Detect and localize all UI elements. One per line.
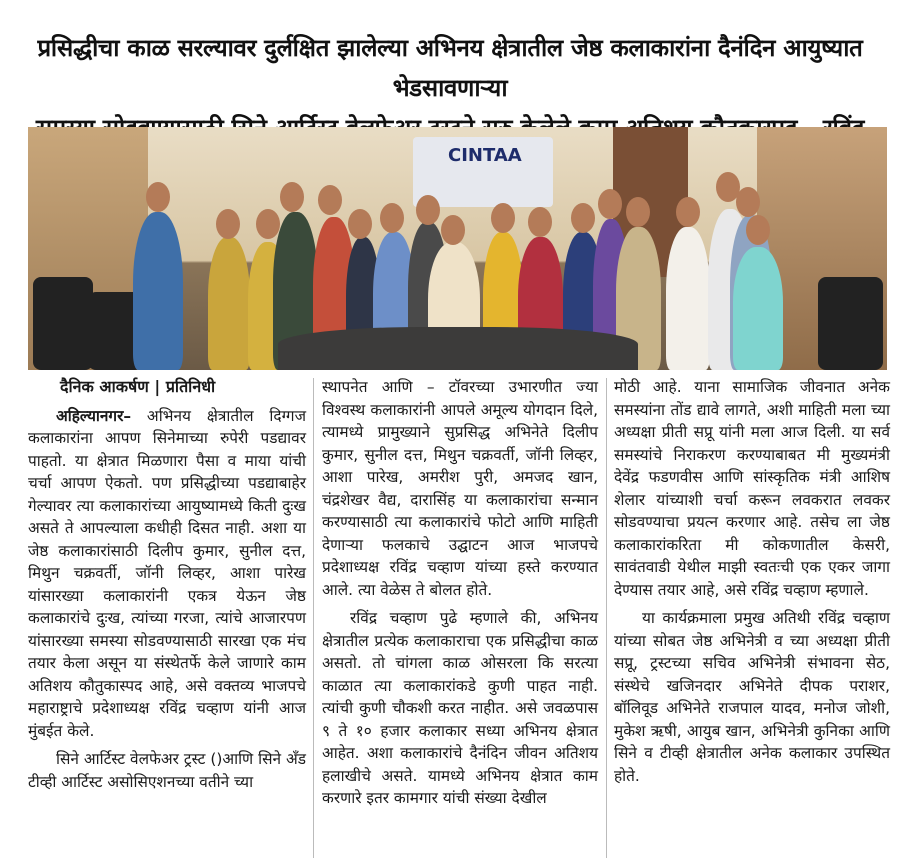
photo-person-head [416, 195, 440, 225]
photo-person-head [280, 182, 304, 212]
photo-person-head [318, 185, 342, 215]
photo-chair [818, 277, 883, 370]
paragraph: सिने आर्टिस्ट वेलफेअर ट्रस्ट ()आणि सिने अँड टीव्ही आर्टिस्ट असोसिएशनच्या वतीने च्या [28, 750, 306, 791]
photo-person-head [256, 209, 280, 239]
paragraph: मोठी आहे. याना सामाजिक जीवनात अनेक समस्यांना तोंड द्यावे लागते, अशी माहिती मला च्या अध्यक्षा प्रीती सप्रू यांनी मला आज दिली. या सर्व समस्यांचे निराकरण करण्याबाबत मी मुख्यमंत्री देवेंद्र फडणवीस आणि सांस्कृतिक मंत्री आशिष शेलार यांच्याशी चर्चा करून लवकरात लवकर सोडवण्याचा प्रयत्न करणार आहे. तसेच ला जेष्ठ कलाकारांकरिता मी कोकणातील केसरी, सावंतवाडी येथील माझी स्वतःची एक एकर जागा देण्यास तयार आहे, असे रविंद्र चव्हाण म्हणाले. [614, 378, 890, 599]
photo-chair [33, 277, 93, 370]
group-photo [28, 127, 887, 370]
photo-person-head [626, 197, 650, 227]
headline-line-1: प्रसिद्धीचा काळ सरल्यावर दुर्लक्षित झालेल्या अभिनय क्षेत्रातील जेष्ठ कलाकारांना दैनंदिन आयुष्यात भेडसावणाऱ्या [37, 34, 863, 102]
article-column-1 [28, 376, 306, 793]
photo-person-head [348, 209, 372, 239]
paragraph: या कार्यक्रमाला प्रमुख अतिथी रविंद्र चव्हाण यांच्या सोबत जेष्ठ अभिनेत्री व च्या अध्यक्षा प्रीती सप्रू, ट्रस्टच्या सचिव अभिनेत्री संभावना सेठ, संस्थेचे खजिनदार अभिनेते दीपक पराशर, बॉलिवूड अभिनेते राजपाल यादव, मनोज जोशी, मुकेश ऋषी, आयुब खान, अभिनेत्री कुनिका आणि सिने व टीव्ही क्षेत्रातील अनेक कलाकार उपस्थित होते. [614, 609, 890, 785]
photo-person-head [380, 203, 404, 233]
photo-person [133, 212, 183, 370]
photo-person-head [216, 209, 240, 239]
photo-person [208, 237, 250, 370]
byline: दैनिक आकर्षण | प्रतिनिधी [60, 377, 216, 396]
paragraph-text: अभिनय क्षेत्रातील दिग्गज कलाकारांना आपण सिनेमाच्या रुपेरी पडद्यावर पाहतो. या क्षेत्रात मिळणारा पैसा व माया यांची चर्चा आपण ऐकतो. पण प्रसिद्धीच्या पडद्याबाहेर गेल्यावर त्या कलाकारांच्या आयुष्यामध्ये किती दुःख असते ते आपल्याला कधीही दिसत नाही. अशा या जेष्ठ कलाकारांसाठी दिलीप कुमार, सुनील दत्त, मिथुन चक्रवर्ती, जॉनी लिव्हर, आशा पारेख यांसारख्या कलाकारांनी एकत्र येऊन जेष्ठ कलाकारांचे दुःख, त्यांच्या गरजा, त्यांचे आजारपण यांसारख्या समस्या सोडवण्यासाठी सारखा एक मंच तयार केला असून या संस्थेतर्फे केले जाणारे काम अतिशय कौतुकास्पद आहे, असे वक्तव्य भाजपचे महाराष्ट्राचे प्रदेशाध्यक्ष रविंद्र चव्हाण यांनी आज मुंबईत केले. [28, 406, 306, 740]
photo-person-head [571, 203, 595, 233]
photo-person-head [441, 215, 465, 245]
photo-person-head [736, 187, 760, 217]
photo-person [733, 247, 783, 370]
column-rule [606, 378, 607, 858]
dateline-place: अहिल्यानगर– [56, 406, 132, 425]
photo-conference-table [278, 327, 638, 370]
photo-person-head [598, 189, 622, 219]
photo-person [666, 227, 710, 370]
photo-person-head [676, 197, 700, 227]
paragraph: स्थापनेत आणि – टॉवरच्या उभारणीत ज्या विश्वस्थ कलाकारांनी आपले अमूल्य योगदान दिले, त्यामध्ये प्रामुख्याने सुप्रसिद्ध अभिनेते दिलीप कुमार, सुनील दत्त, मिथुन चक्रवर्ती, जॉनी लिव्हर, आशा पारेख, अमरीश पुरी, अमजद खान, चंद्रशेखर वैद्य, दारासिंह या कलाकारांचा सन्मान करण्यासाठी त्या कलाकारांचे फोटो आणि माहिती देणाऱ्या फलकाचे उद्घाटन आज भाजपचे प्रदेशाध्यक्ष रविंद्र चव्हाण यांच्या हस्ते करण्यात आले. त्या वेळेस ते बोलत होते. [322, 378, 598, 599]
photo-person-head [528, 207, 552, 237]
article-column-3 [614, 376, 890, 787]
column-rule [313, 378, 314, 858]
paragraph [28, 405, 306, 743]
photo-person-head [746, 215, 770, 245]
paragraph: रविंद्र चव्हाण पुढे म्हणाले की, अभिनय क्षेत्रातील प्रत्येक कलाकाराचा एक प्रसिद्धीचा काळ असतो. तो चांगला काळ ओसरला कि सरत्या काळात त्या कलाकारांकडे कुणी पाहत नाही. त्यांची कुणी चौकशी करत नाहीत. असे जवळपास ९ ते १० हजार कलाकार सध्या अभिनय क्षेत्रात आहेत. अशा कलाकारांचे दैनंदिन जीवन अतिशय हलाखीचे असते. यामध्ये अभिनय क्षेत्रात काम करणारे इतर कामगार यांची संख्या देखील [322, 609, 598, 807]
photo-person-head [491, 203, 515, 233]
article-column-2 [322, 376, 598, 810]
photo-logo-text: CINTAA [448, 145, 522, 166]
photo-person-head [146, 182, 170, 212]
